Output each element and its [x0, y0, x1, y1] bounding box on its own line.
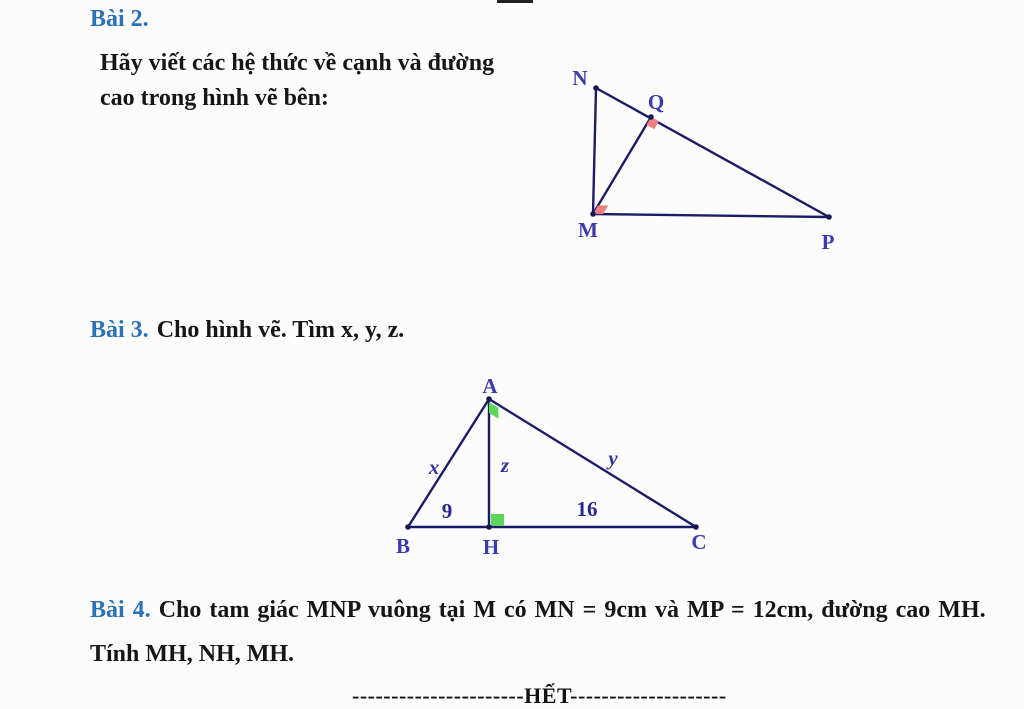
segment-NM — [593, 88, 596, 214]
vertex-dot-C — [693, 524, 699, 530]
exercise3-line — [90, 313, 404, 350]
vertex-label-Q: Q — [647, 90, 665, 114]
vertex-dot-Q — [648, 114, 654, 120]
vertex-dot-B — [405, 524, 411, 530]
vertex-dot-P — [826, 214, 832, 220]
vertex-label-P: P — [821, 230, 835, 254]
vertex-dot-N — [593, 85, 599, 91]
exercise4-line1 — [90, 593, 986, 630]
side-label-x: x — [428, 455, 440, 479]
figure-triangle-NMP — [550, 50, 880, 265]
segment-MQ-altitude — [593, 117, 651, 214]
exercise4-line2: Tính MH, NH, MH. — [90, 641, 295, 667]
exercise2-prompt-line1: Hãy viết các hệ thức về cạnh và đường — [100, 50, 495, 76]
vertex-label-H: H — [482, 535, 500, 559]
exercise2-prompt-line2: cao trong hình vẽ bên: — [100, 85, 329, 111]
triangle-NMP-edges — [593, 88, 829, 217]
vertex-label-B: B — [395, 534, 411, 558]
exercise3-prompt: Cho hình vẽ. Tìm x, y, z. — [156, 317, 405, 343]
cropped-text-fragment — [497, 0, 533, 3]
side-label-y: y — [608, 446, 618, 470]
vertex-label-A: A — [482, 374, 498, 398]
segment-value-16: 16 — [576, 497, 598, 521]
segment-value-9: 9 — [441, 499, 453, 523]
vertex-label-C: C — [691, 530, 707, 554]
figure-triangle-ABC — [385, 368, 725, 568]
vertex-label-M: M — [578, 218, 598, 242]
vertex-label-N: N — [572, 66, 588, 90]
exercise4-prompt: Cho tam giác MNP vuông tại M có MN = 9cm và MP = 12cm, đường cao MH. — [158, 597, 986, 623]
segment-MP — [593, 214, 829, 217]
exercise3-heading: Bài 3. — [90, 317, 149, 343]
vertex-dot-H — [486, 524, 492, 530]
exercise2-heading: Bài 2. — [90, 6, 149, 32]
right-angle-mark-H — [491, 514, 504, 526]
vertex-dot-M — [590, 211, 596, 217]
end-of-test-line: ----------------------HẾT-------------------- — [352, 683, 727, 708]
exercise2-prompt — [100, 46, 494, 116]
side-label-z: z — [500, 453, 510, 477]
exercise4-heading: Bài 4. — [90, 597, 151, 623]
